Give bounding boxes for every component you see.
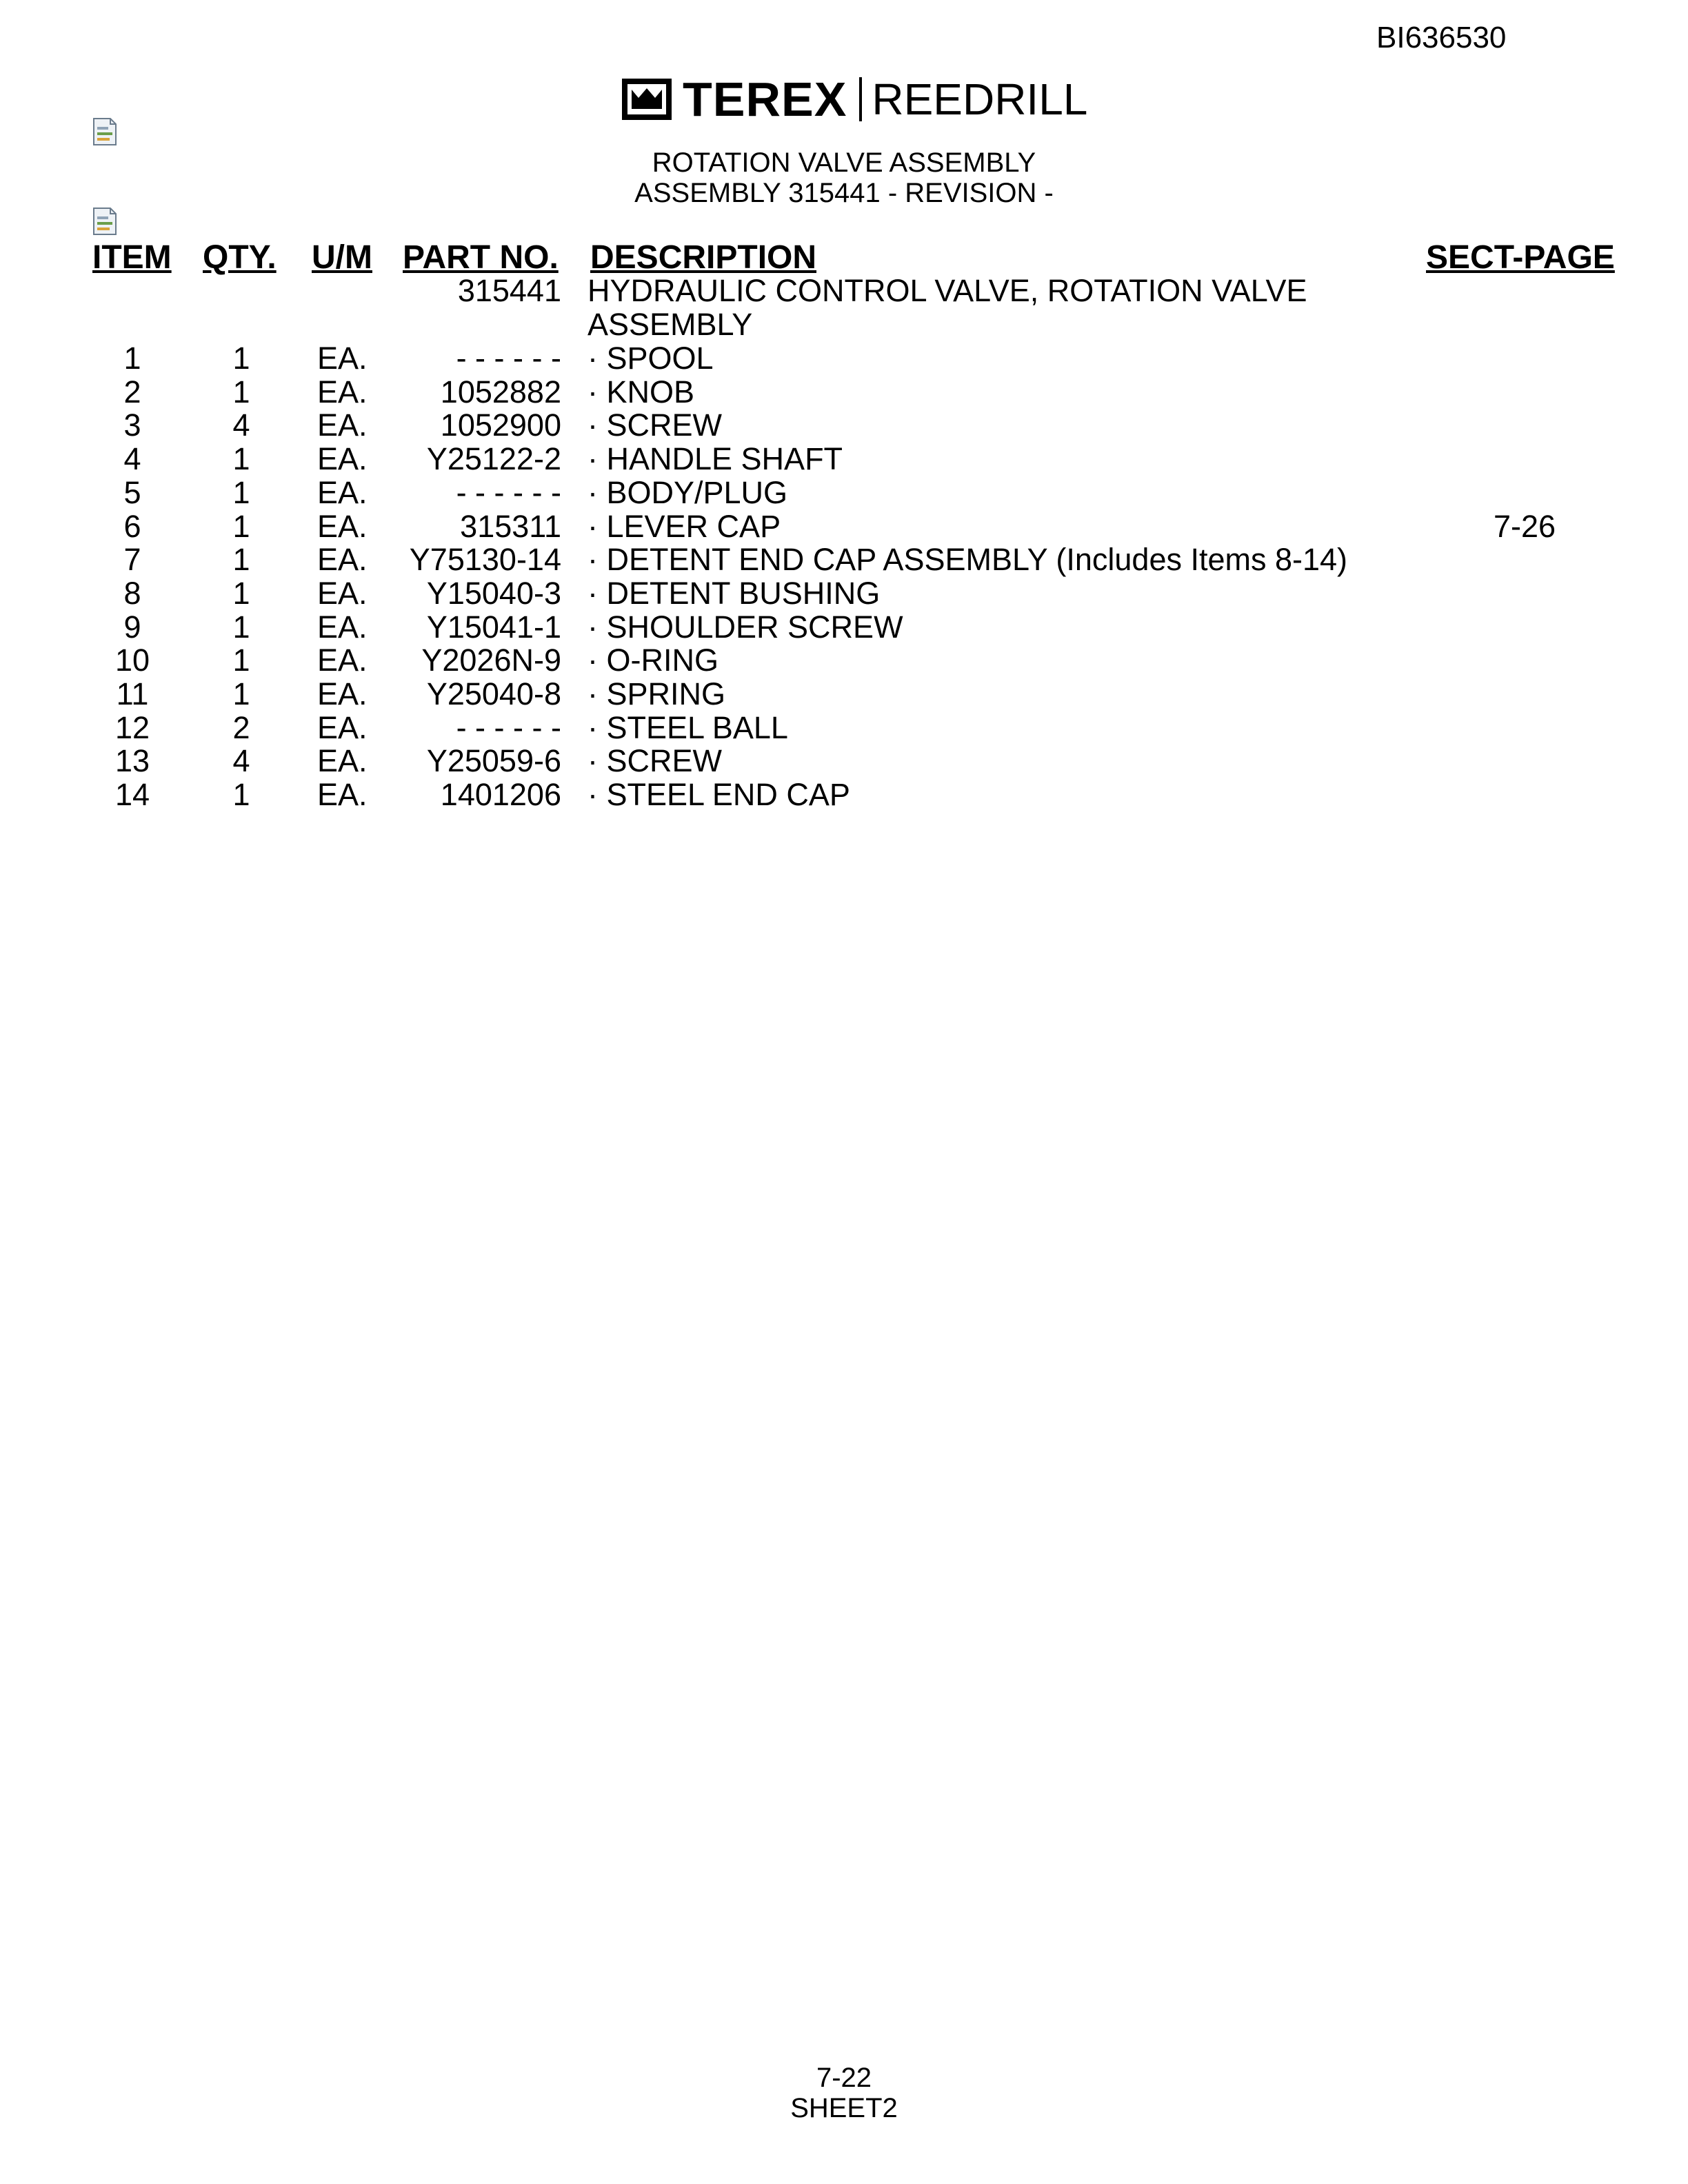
column-header-part-no: PART NO. — [403, 239, 559, 276]
item-number: 5 — [123, 474, 141, 510]
table-row — [0, 777, 1688, 811]
part-description: · SPOOL — [587, 341, 714, 376]
column-header-sect-page: SECT-PAGE — [1426, 239, 1615, 276]
unit-of-measure: EA. — [317, 441, 368, 477]
item-number: 10 — [114, 643, 150, 678]
quantity: 1 — [232, 575, 250, 611]
unit-of-measure: EA. — [317, 508, 368, 544]
unit-of-measure: EA. — [317, 542, 368, 578]
part-description: · SPRING — [587, 676, 726, 711]
document-link-icon[interactable] — [91, 207, 119, 236]
part-number: 1052882 — [440, 374, 561, 410]
part-number: Y25040-8 — [426, 676, 561, 711]
quantity: 4 — [232, 743, 250, 779]
part-number: 1401206 — [440, 777, 561, 813]
unit-of-measure: EA. — [317, 341, 368, 376]
parent-assembly-row-continued — [0, 307, 1688, 341]
item-number: 9 — [123, 609, 141, 645]
part-description: · DETENT BUSHING — [587, 575, 881, 611]
part-description: · STEEL END CAP — [587, 777, 850, 813]
part-description: · BODY/PLUG — [587, 474, 788, 510]
parent-description-continued: ASSEMBLY — [587, 307, 753, 342]
quantity: 1 — [232, 508, 250, 544]
part-number: 1052900 — [440, 407, 561, 443]
part-description: · SHOULDER SCREW — [587, 609, 903, 645]
part-number: Y75130-14 — [409, 542, 561, 578]
sheet-label: SHEET2 — [790, 2093, 898, 2123]
table-row — [0, 676, 1688, 710]
part-number: - - - - - - — [456, 474, 561, 510]
part-number: - - - - - - — [456, 709, 561, 745]
table-row — [0, 576, 1688, 609]
item-number: 2 — [123, 374, 141, 410]
document-id: BI636530 — [1376, 21, 1507, 54]
part-description: · KNOB — [587, 374, 695, 410]
quantity: 1 — [232, 676, 250, 711]
column-header-item: ITEM — [92, 239, 172, 276]
item-number: 7 — [123, 542, 141, 578]
quantity: 1 — [232, 474, 250, 510]
logo-brand-text: TEREX — [683, 72, 847, 126]
parent-assembly-row — [0, 273, 1688, 307]
unit-of-measure: EA. — [317, 474, 368, 510]
quantity: 4 — [232, 407, 250, 443]
unit-of-measure: EA. — [317, 777, 368, 813]
table-row — [0, 475, 1688, 509]
column-header-um: U/M — [312, 239, 372, 276]
terex-crown-icon — [621, 77, 673, 121]
quantity: 1 — [232, 643, 250, 678]
quantity: 1 — [232, 341, 250, 376]
page-subtitle: ASSEMBLY 315441 - REVISION - — [634, 178, 1054, 208]
part-description: · HANDLE SHAFT — [587, 441, 843, 477]
quantity: 1 — [232, 609, 250, 645]
item-number: 3 — [123, 407, 141, 443]
table-row — [0, 542, 1688, 576]
unit-of-measure: EA. — [317, 676, 368, 711]
item-number: 11 — [116, 676, 149, 711]
unit-of-measure: EA. — [317, 374, 368, 410]
quantity: 1 — [232, 441, 250, 477]
part-number: Y2026N-9 — [421, 643, 561, 678]
part-number: 315311 — [460, 508, 561, 544]
item-number: 13 — [114, 743, 150, 779]
logo-divider — [859, 77, 862, 121]
column-header-qty: QTY. — [203, 239, 277, 276]
part-description: · DETENT END CAP ASSEMBLY (Includes Items 8-14) — [587, 542, 1348, 578]
unit-of-measure: EA. — [317, 709, 368, 745]
brand-logo — [621, 74, 1087, 124]
table-row — [0, 509, 1688, 543]
table-row — [0, 643, 1688, 676]
item-number: 6 — [123, 508, 141, 544]
page-title: ROTATION VALVE ASSEMBLY — [652, 148, 1036, 178]
table-row — [0, 710, 1688, 744]
item-number: 12 — [114, 709, 150, 745]
quantity: 1 — [232, 777, 250, 813]
parent-part-number: 315441 — [457, 273, 561, 308]
part-description: · LEVER CAP — [587, 508, 781, 544]
item-number: 14 — [114, 777, 150, 813]
part-number: Y25059-6 — [426, 743, 561, 779]
table-row — [0, 743, 1688, 777]
document-link-icon[interactable] — [91, 117, 119, 146]
unit-of-measure: EA. — [317, 575, 368, 611]
table-row — [0, 374, 1688, 408]
unit-of-measure: EA. — [317, 643, 368, 678]
unit-of-measure: EA. — [317, 743, 368, 779]
table-row — [0, 441, 1688, 475]
item-number: 4 — [123, 441, 141, 477]
part-description: · SCREW — [587, 407, 722, 443]
parent-description: HYDRAULIC CONTROL VALVE, ROTATION VALVE — [587, 273, 1307, 308]
table-row — [0, 407, 1688, 441]
item-number: 1 — [123, 341, 141, 376]
page-number: 7-22 — [816, 2063, 872, 2093]
quantity: 1 — [232, 374, 250, 410]
part-description: · SCREW — [587, 743, 722, 779]
logo-product-text: REEDRILL — [872, 74, 1088, 124]
item-number: 8 — [123, 575, 141, 611]
table-row — [0, 341, 1688, 374]
table-row — [0, 609, 1688, 643]
quantity: 1 — [232, 542, 250, 578]
part-number: Y25122-2 — [426, 441, 561, 477]
part-description: · STEEL BALL — [587, 709, 788, 745]
part-number: - - - - - - — [456, 341, 561, 376]
unit-of-measure: EA. — [317, 407, 368, 443]
unit-of-measure: EA. — [317, 609, 368, 645]
part-description: · O-RING — [587, 643, 719, 678]
part-number: Y15041-1 — [426, 609, 561, 645]
part-number: Y15040-3 — [426, 575, 561, 611]
quantity: 2 — [232, 709, 250, 745]
column-header-description: DESCRIPTION — [590, 239, 817, 276]
sect-page-reference: 7-26 — [1494, 508, 1556, 544]
